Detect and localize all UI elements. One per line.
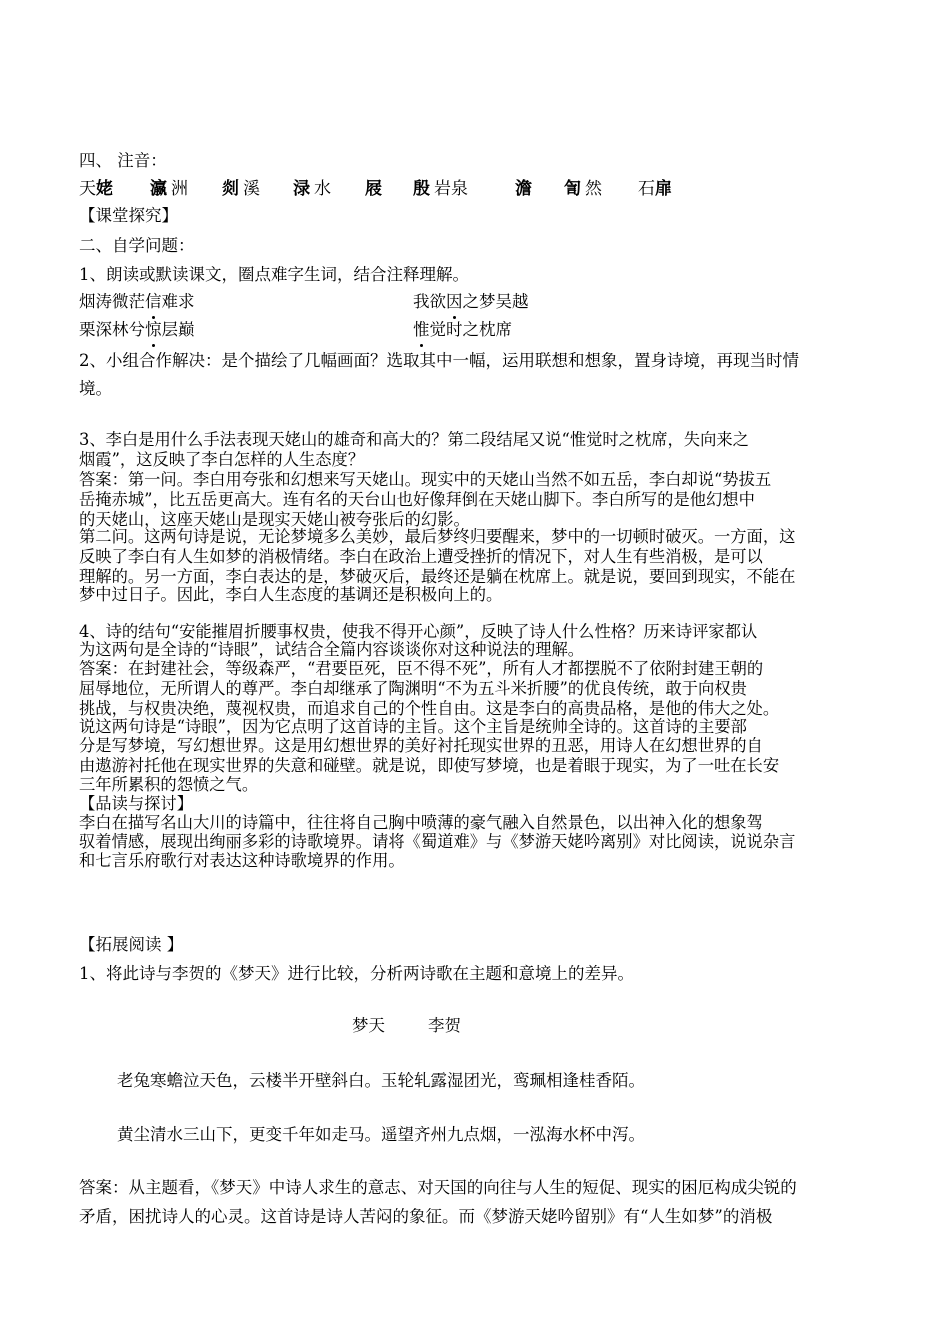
- pindu-line: 和七言乐府歌行对表达这种诗歌境界的作用。: [79, 851, 405, 870]
- question-3-line: 答案：第一问。李白用夸张和幻想来写天姥山。现实中的天姥山当然不如五岳，李白却说“势拔五: [79, 470, 772, 489]
- section-4-title: 四、 注音：: [79, 151, 167, 170]
- pindu-line: 驭着情感，展现出绚丽多彩的诗歌境界。请将《蜀道难》与《梦游天姥吟离别》对比阅读，说说杂言: [79, 832, 796, 851]
- question-1: 1、朗读或默读课文，圈点难字生词，结合注释理解。: [79, 265, 469, 284]
- pinyin-item: 殷 岩泉: [413, 179, 468, 199]
- extension-heading: 【拓展阅读 】: [79, 935, 184, 954]
- question-4-line: 分是写梦境，写幻想世界。这是用幻想世界的美好衬托现实世界的丑恶，用诗人在幻想世界的自: [79, 736, 763, 755]
- question-2-line: 境。: [79, 379, 112, 398]
- question-4-line: 为这两句是全诗的“诗眼”，试结合全篇内容谈谈你对这种说法的理解。: [79, 640, 585, 659]
- question-4-line: 由遨游衬托他在现实世界的失意和碰壁。就是说，即使写梦境，也是着眼于现实，为了一吐在长安: [79, 756, 780, 775]
- question-4-line: 答案：在封建社会，等级森严，“君要臣死，臣不得不死”，所有人才都摆脱不了依附封建王朝的: [79, 659, 764, 678]
- poem-author: 李贺: [428, 1016, 461, 1035]
- poem-title: 梦天: [352, 1016, 385, 1035]
- pinyin-item: 澹: [515, 179, 532, 199]
- question-4-line: 挑战，与权贵决绝，蔑视权贵，而追求自己的个性自由。这是李白的高贵品格，是他的伟大之处。: [79, 699, 780, 718]
- answer-line: 答案：从主题看，《梦天》中诗人求生的意志、对天国的向往与人生的短促、现实的困厄构成尖锐的: [79, 1178, 797, 1197]
- pinyin-item: 屐: [365, 179, 382, 199]
- question-3-line: 3、李白是用什么手法表现天姥山的雄奇和高大的？第二段结尾又说“惟觉时之枕席，失向来之: [79, 430, 749, 449]
- phrase: 我欲因之梦吴越: [413, 292, 529, 311]
- pinyin-item: 訇 然: [564, 179, 602, 199]
- self-study-heading: 二、自学问题：: [79, 236, 195, 255]
- question-2-line: 2、小组合作解决：是个描绘了几幅画面？选取其中一幅，运用联想和想象，置身诗境，再现当时情: [79, 351, 799, 370]
- pindu-line: 李白在描写名山大川的诗篇中，往往将自己胸中喷薄的豪气融入自然景色，以出神入化的想象驾: [79, 813, 763, 832]
- poem-line: 老兔寒蟾泣天色，云楼半开壁斜白。玉轮轧露湿团光，鸾珮相逢桂香陌。: [117, 1071, 645, 1090]
- phrase: 栗深林兮惊层巅: [79, 320, 195, 339]
- question-3-line: 烟霞”，这反映了李白怎样的人生态度？: [79, 450, 365, 469]
- pindu-heading: 【品读与探讨】: [79, 794, 193, 813]
- question-4-line: 4、诗的结句“安能摧眉折腰事权贵，使我不得开心颜”，反映了诗人什么性格？历来诗评家都认: [79, 622, 758, 641]
- classroom-heading: 【课堂探究】: [79, 206, 178, 225]
- answer-line: 矛盾，困扰诗人的心灵。这首诗是诗人苦闷的象征。而《梦游天姥吟留别》有“人生如梦”的消极: [79, 1207, 773, 1226]
- question-4-line: 屈辱地位，无所谓人的尊严。李白却继承了陶渊明“不为五斗米折腰”的优良传统，敢于向权贵: [79, 679, 747, 698]
- phrase: 惟觉时之枕席: [413, 320, 512, 339]
- poem-line: 黄尘清水三山下，更变千年如走马。遥望齐州九点烟，一泓海水杯中泻。: [117, 1125, 645, 1144]
- question-3-line: 梦中过日子。因此，李白人生态度的基调还是积极向上的。: [79, 585, 503, 604]
- pinyin-item: 天姥: [79, 179, 113, 199]
- question-3-line: 岳掩赤城”，比五岳更高大。连有名的天台山也好像拜倒在天姥山脚下。李白所写的是他幻想中: [79, 490, 755, 509]
- phrase: 烟涛微茫信难求: [79, 292, 195, 311]
- pinyin-item: 石扉: [638, 179, 672, 199]
- pinyin-item: 渌 水: [293, 179, 331, 199]
- question-3-line: 反映了李白有人生如梦的消极情绪。李白在政治上遭受挫折的情况下，对人生有些消极，是可以: [79, 547, 763, 566]
- question-4-line: 三年所累积的怨愤之气。: [79, 775, 259, 794]
- question-4-line: 说这两句诗是“诗眼”，因为它点明了这首诗的主旨。这个主旨是统帅全诗的。这首诗的主要部: [79, 717, 747, 736]
- question-3-line: 理解的。另一方面，李白表达的是，梦破灭后，最终还是躺在枕席上。就是说，要回到现实，不能在: [79, 567, 796, 586]
- pinyin-item: 剡 溪: [222, 179, 260, 199]
- pinyin-item: 瀛 洲: [150, 179, 188, 199]
- extension-question-1: 1、将此诗与李贺的《梦天》进行比较，分析两诗歌在主题和意境上的差异。: [79, 964, 634, 983]
- question-3-line: 的天姥山，这座天姥山是现实天姥山被夸张后的幻影。: [79, 510, 470, 529]
- question-3-line: 第二问。这两句诗是说，无论梦境多么美妙，最后梦终归要醒来，梦中的一切顿时破灭。一方面，这: [79, 527, 796, 546]
